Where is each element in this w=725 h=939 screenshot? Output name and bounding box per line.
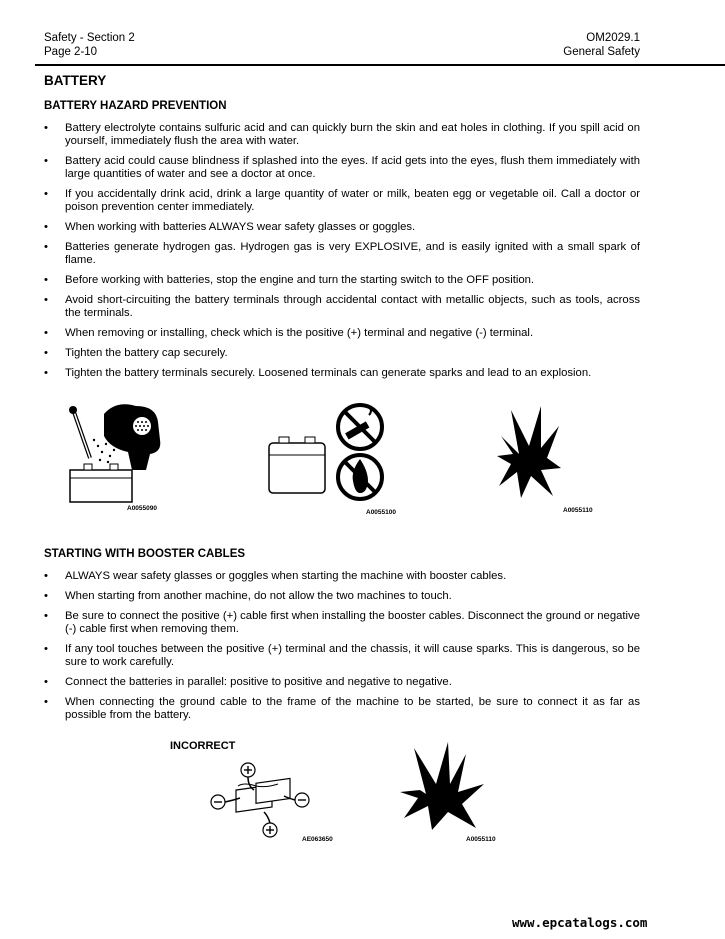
figure-caption: A0055100	[366, 509, 396, 516]
bullet: •	[44, 241, 48, 253]
list-item: • If any tool touches between the positive (+) terminal and the chassis, it will cause sparks. This is dangerous, so be sure to work carefully.	[44, 643, 640, 668]
bullet: •	[44, 676, 48, 688]
section-label: Safety - Section 2	[44, 32, 135, 44]
list-item: • Be sure to connect the positive (+) cable first when installing the booster cables. Disconnect the ground or negative (-) cable first when removing them.	[44, 610, 640, 635]
figure-caption: A0055090	[127, 505, 157, 512]
bullet: •	[44, 570, 48, 582]
bullet: •	[44, 221, 48, 233]
list-item: • When removing or installing, check which is the positive (+) terminal and negative (-) terminal.	[44, 327, 534, 339]
page-number: Page 2-10	[44, 46, 98, 58]
header-rule	[35, 64, 725, 66]
bullet: •	[44, 294, 48, 306]
figure-caption: AE063650	[302, 836, 333, 843]
booster-list	[44, 570, 640, 729]
bullet: •	[44, 347, 48, 359]
hazard-title: BATTERY HAZARD PREVENTION	[44, 100, 227, 112]
list-item: • Battery acid could cause blindness if splashed into the eyes. If acid gets into the eyes, flush them immediately with large quantities of water and see a doctor at once.	[44, 155, 640, 180]
figure-caption: A0055110	[563, 507, 593, 514]
list-item: • Connect the batteries in parallel: positive to positive and negative to negative.	[44, 676, 452, 688]
bullet: •	[44, 327, 48, 339]
no-smoking-icon	[338, 405, 382, 449]
list-item: • Tighten the battery cap securely.	[44, 347, 228, 359]
bullet: •	[44, 122, 48, 134]
bullet: •	[44, 696, 48, 708]
bullet: •	[44, 590, 48, 602]
list-item: • If you accidentally drink acid, drink a large quantity of water or milk, beaten egg or vegetable oil. Call a doctor or poison prevention center immediately.	[44, 188, 640, 213]
list-item: • Tighten the battery terminals securely. Loosened terminals can generate sparks and lead to an explosion.	[44, 367, 592, 379]
no-flame-icon	[338, 455, 382, 499]
list-item: • When starting from another machine, do not allow the two machines to touch.	[44, 590, 452, 602]
manual-number: OM2029.1	[586, 32, 640, 44]
list-item: • When connecting the ground cable to the frame of the machine to be started, be sure to connect it as far as possible from the battery.	[44, 696, 640, 721]
list-item: • Before working with batteries, stop the engine and turn the starting switch to the OFF position.	[44, 274, 535, 286]
bullet: •	[44, 367, 48, 379]
list-item: • Battery electrolyte contains sulfuric acid and can quickly burn the skin and eat holes in clothing. If you spill acid on yourself, immediately flush the area with water.	[44, 122, 640, 147]
page-header-left	[44, 31, 135, 59]
explosion-icon	[400, 740, 486, 830]
booster-title: STARTING WITH BOOSTER CABLES	[44, 548, 246, 560]
bullet: •	[44, 188, 48, 200]
explosion-icon	[497, 406, 563, 498]
figure-caption: A0055110	[466, 836, 496, 843]
battery-acid-icon	[64, 400, 174, 512]
list-item: • ALWAYS wear safety glasses or goggles when starting the machine with booster cables.	[44, 570, 507, 582]
hazard-list	[44, 122, 640, 387]
bullet: •	[44, 610, 48, 622]
section-title: BATTERY	[44, 73, 107, 88]
list-item: • Avoid short-circuiting the battery terminals through accidental contact with metallic objects, such as tools, across the terminals.	[44, 294, 640, 319]
footer-url: www.epcatalogs.com	[512, 915, 648, 930]
list-item: • When working with batteries ALWAYS wear safety glasses or goggles.	[44, 221, 416, 233]
incorrect-label: INCORRECT	[170, 740, 236, 752]
bullet: •	[44, 643, 48, 655]
list-item: • Batteries generate hydrogen gas. Hydrogen gas is very EXPLOSIVE, and is easily ignited with a small spark of flame.	[44, 241, 640, 266]
battery-icon	[265, 403, 387, 503]
booster-cable-battery-icon	[208, 760, 312, 840]
bullet: •	[44, 155, 48, 167]
page-header-right	[563, 31, 640, 59]
bullet: •	[44, 274, 48, 286]
chapter-title: General Safety	[563, 46, 640, 58]
